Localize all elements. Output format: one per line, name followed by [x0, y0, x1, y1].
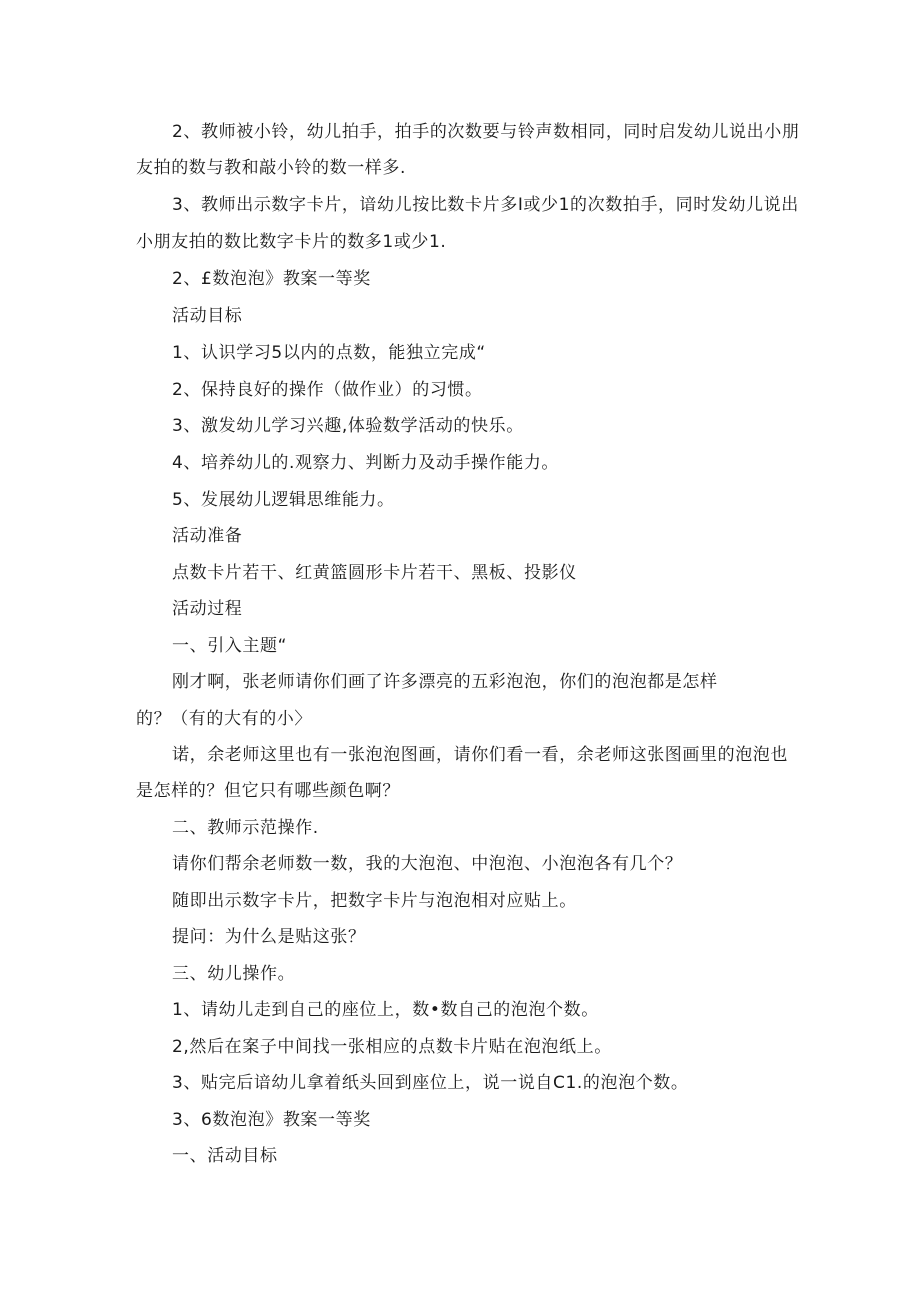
- list-item: 4、培养幼儿的.观察力、判断力及动手操作能力。: [172, 453, 560, 473]
- subheading: 活动准备: [172, 526, 243, 546]
- section-heading: 2、£数泡泡》教案一等奖: [172, 269, 371, 289]
- step-heading: 三、幼儿操作。: [172, 964, 296, 984]
- step-heading: 一、引入主题“: [172, 636, 288, 656]
- list-item: 1、请幼儿走到自己的座位上，数•数自己的泡泡个数。: [172, 1000, 599, 1020]
- paragraph-line: 是怎样的？但它只有哪些颜色啊？: [136, 781, 400, 801]
- paragraph-line: 提问：为什么是贴这张？: [172, 927, 366, 947]
- step-heading: 一、活动目标: [172, 1146, 278, 1166]
- list-item: 3、贴完后谙幼儿拿着纸头回到座位上，说一说自C1.的泡泡个数。: [172, 1073, 689, 1093]
- paragraph-line: 诺，余老师这里也有一张泡泡图画，请你们看一看，余老师这张图画里的泡泡也: [172, 745, 788, 765]
- paragraph-line: 的？（有的大有的小〉: [136, 709, 312, 729]
- subheading: 活动目标: [172, 306, 243, 326]
- list-item: 2、保持良好的操作（做作业）的习惯。: [172, 380, 483, 400]
- paragraph-line: 随即出示数字卡片，把数字卡片与泡泡相对应贴上。: [172, 891, 577, 911]
- section-heading: 3、6数泡泡》教案一等奖: [172, 1110, 371, 1130]
- paragraph-line: 点数卡片若干、红黄篮圆形卡片若干、黑板、投影仪: [172, 563, 577, 583]
- paragraph-line: 刚才啊，张老师请你们画了许多漂亮的五彩泡泡，你们的泡泡都是怎样: [172, 672, 718, 692]
- subheading: 活动过程: [172, 599, 243, 619]
- list-item: 5、发展幼儿逻辑思维能力。: [172, 490, 395, 510]
- step-heading: 二、教师示范操作.: [172, 818, 319, 838]
- list-item: 1、认识学习5以内的点数，能独立完成“: [172, 343, 486, 363]
- paragraph-line: 友拍的数与教和敲小铃的数一样多.: [136, 158, 407, 178]
- paragraph-line: 小朋友拍的数比数字卡片的数多1或少1.: [136, 232, 447, 252]
- paragraph-line: 3、教师出示数字卡片，谙幼儿按比数卡片多I或少1的次数拍手，同时发幼儿说出: [172, 195, 799, 215]
- paragraph-line: 2、教师被小铃，幼儿拍手，拍手的次数要与铃声数相同，同时启发幼儿说出小朋: [172, 122, 800, 142]
- paragraph-line: 请你们帮余老师数一数，我的大泡泡、中泡泡、小泡泡各有几个？: [172, 854, 683, 874]
- list-item: 3、激发幼儿学习兴趣,体验数学活动的快乐。: [172, 416, 524, 436]
- list-item: 2,然后在案子中间找一张相应的点数卡片贴在泡泡纸上。: [172, 1037, 612, 1057]
